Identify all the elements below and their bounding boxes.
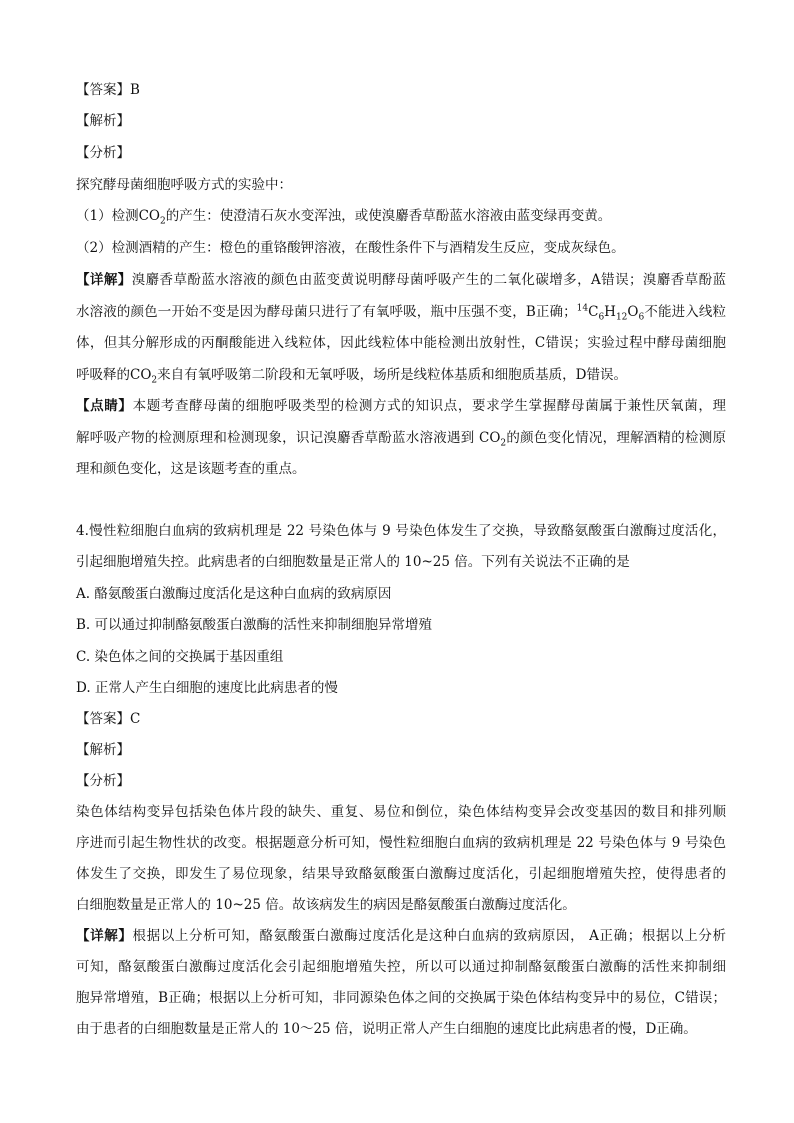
- q3-detail-line-2: 水溶液的颜色一开始不变是因为酵母菌只进行了有氧呼吸，瓶中压强不变，B正确；$^{14}C_6H_{12}O_6$不能进入线粒: [76, 303, 727, 323]
- q3-comment-line-2: 解呼吸产物的检测原理和检测现象，识记溴麝香草酚蓝水溶液遇到 $CO_2$的颜色变化情况，理解酒精的检测原: [76, 430, 727, 449]
- q4-option-c: C. 染色体之间的交换属于基因重组: [76, 649, 284, 665]
- q4-fenxi-line-3: 体发生了交换，即发生了易位现象，结果导致酪氨酸蛋白激酶过度活化，引起细胞增殖失控，使得患者的: [76, 866, 726, 882]
- q3-detail-line-1: 【详解】溴麝香草酚蓝水溶液的颜色由蓝变黄说明酵母菌呼吸产生的二氧化碳增多，A错误；溴麝香草酚蓝: [76, 272, 727, 288]
- q4-detail-line-3: 胞异常增殖，B正确；根据以上分析可知，非同源染色体之间的交换属于染色体结构变异中的易位，C错误；: [76, 990, 726, 1006]
- q4-option-d: D. 正常人产生白细胞的速度比此病患者的慢: [76, 680, 338, 696]
- q4-detail-line-4: 由于患者的白细胞数量是正常人的 10～25 倍，说明正常人产生白细胞的速度比此病患者的慢，D正确。: [76, 1021, 697, 1037]
- q4-option-a: A. 酪氨酸蛋白激酶过度活化是这种白血病的致病原因: [76, 586, 392, 602]
- q4-fenxi-line-1: 染色体结构变异包括染色体片段的缺失、重复、易位和倒位，染色体结构变异会改变基因的数目和排列顺: [76, 804, 726, 820]
- q3-fenxi-heading: 【分析】: [76, 145, 130, 161]
- q3-detail-line-3: 体，但其分解形成的丙酮酸能进入线粒体，因此线粒体中能检测出放射性，C错误；实验过程中酵母菌细胞: [76, 335, 726, 351]
- q4-stem-line-1: 4.慢性粒细胞白血病的致病机理是 22 号染色体与 9 号染色体发生了交换，导致酪氨酸蛋白激酶过度活化，: [76, 523, 726, 539]
- q3-comment-line-3: 理和颜色变化，这是该题考查的重点。: [76, 461, 306, 477]
- q4-answer: 【答案】C: [76, 711, 141, 727]
- q3-analysis-heading: 【解析】: [76, 113, 130, 129]
- q4-fenxi-heading: 【分析】: [76, 773, 130, 789]
- q4-detail-line-2: 可知，酪氨酸蛋白激酶过度活化会引起细胞增殖失控，所以可以通过抑制酪氨酸蛋白激酶的活性来抑制细: [76, 959, 726, 975]
- q4-fenxi-line-2: 序进而引起生物性状的改变。根据题意分析可知，慢性粒细胞白血病的致病机理是 22 号染色体与 9 号染色: [76, 835, 726, 851]
- q4-stem-line-2: 引起细胞增殖失控。此病患者的白细胞数量是正常人的 10~25 倍。下列有关说法不正确的是: [76, 554, 630, 570]
- q3-answer: 【答案】B: [76, 82, 140, 98]
- q3-comment-line-1: 【点睛】本题考查酵母菌的细胞呼吸类型的检测方式的知识点，要求学生掌握酵母菌属于兼性厌氧菌，理: [76, 398, 726, 414]
- q4-option-b: B. 可以通过抑制酪氨酸蛋白激酶的活性来抑制细胞异常增殖: [76, 617, 433, 633]
- q3-point-2: （2）检测酒精的产生：橙色的重铬酸钾溶液，在酸性条件下与酒精发生反应，变成灰绿色。: [76, 240, 625, 256]
- q4-analysis-heading: 【解析】: [76, 742, 130, 758]
- q3-intro: 探究酵母菌细胞呼吸方式的实验中：: [76, 177, 292, 193]
- q3-point-1: （1）检测$CO_2$的产生：使澄清石灰水变浑浊，或使溴麝香草酚蓝水溶液由蓝变绿再变黄。: [76, 208, 612, 227]
- q4-detail-line-1: 【详解】根据以上分析可知，酪氨酸蛋白激酶过度活化是这种白血病的致病原因， A正确；根据以上分析: [76, 928, 727, 944]
- q3-detail-line-4: 呼吸释的$CO_2$来自有氧呼吸第二阶段和无氧呼吸，场所是线粒体基质和细胞质基质，D错误。: [76, 367, 627, 386]
- q4-fenxi-line-4: 白细胞数量是正常人的 10~25 倍。故该病发生的病因是酪氨酸蛋白激酶过度活化。: [76, 897, 576, 913]
